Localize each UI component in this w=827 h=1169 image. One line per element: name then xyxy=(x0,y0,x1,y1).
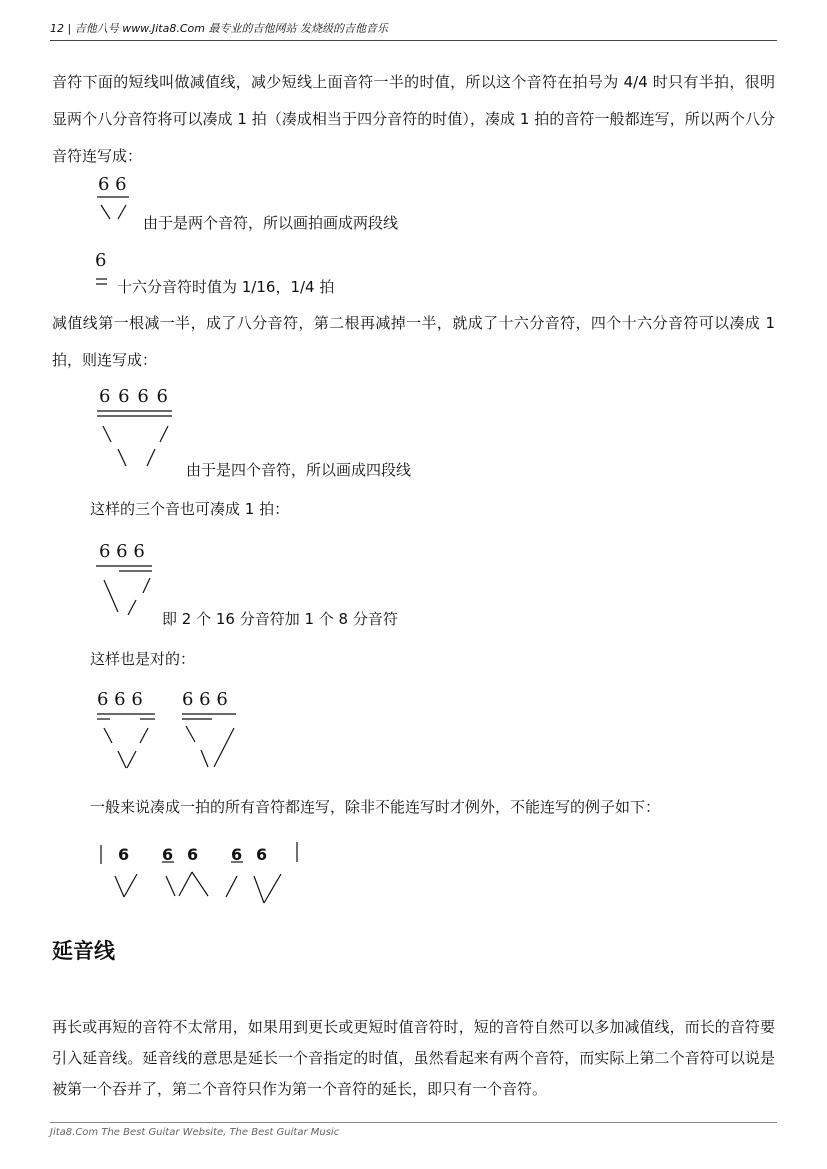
page-header: 12 | 吉他八号 www.Jita8.Com 最专业的吉他网站 发烧级的吉他音乐 xyxy=(50,22,388,35)
ex6-beat-stroke-2 xyxy=(166,876,175,896)
example3-notes: 6 6 6 6 xyxy=(99,386,169,407)
ex5a-beat-stroke-4 xyxy=(127,751,136,768)
example6-note-4: 6 xyxy=(231,845,243,864)
ex6-beat-stroke-4 xyxy=(226,876,237,897)
ex6-beat-stroke-5a xyxy=(254,876,264,903)
ex4-beat-stroke-3 xyxy=(128,600,136,615)
example1-caption: 由于是两个音符，所以画拍画成两段线 xyxy=(143,214,399,232)
example6-note-1: 6 xyxy=(118,845,130,864)
example4-intro: 这样的三个音也可凑成 1 拍： xyxy=(90,500,290,518)
ex1-beat-stroke-right xyxy=(118,205,126,219)
example1-notes: 6 6 xyxy=(98,174,127,195)
ex3-beat-stroke-2 xyxy=(160,426,168,442)
ex5a-beat-stroke-3 xyxy=(118,751,126,768)
ex6-beat-stroke-3b xyxy=(192,872,208,896)
ex3-beat-stroke-1 xyxy=(103,426,111,442)
example6-note-5: 6 xyxy=(256,845,268,864)
example2-caption: 十六分音符时值为 1/16，1/4 拍 xyxy=(117,278,335,296)
page-footer: Jita8.Com The Best Guitar Website, The Best Guitar Music xyxy=(50,1127,340,1138)
ex4-beat-stroke-1 xyxy=(104,580,118,612)
paragraph-tie: 再长或再短的音符不太常用，如果用到更长或更短时值音符时，短的音符自然可以多加减值线，而长的音符要引入延音线。延音线的意思是延长一个音指定的时值，虽然看起来有两个音符，而实际上第二个音符可以说是被第一个吞并了，第二个音符只作为第一个音符的延长，即只有一个音符。 xyxy=(52,1018,775,1098)
example6-note-2: 6 xyxy=(162,845,174,864)
ex6-beat-stroke-1a xyxy=(115,876,124,897)
ex5a-beat-stroke-1 xyxy=(104,728,112,743)
ex4-beat-stroke-2 xyxy=(143,578,150,593)
ex6-beat-stroke-3a xyxy=(179,872,192,896)
ex1-beat-stroke-left xyxy=(101,205,110,219)
example5-intro: 这样也是对的： xyxy=(90,650,196,668)
example2-note: 6 xyxy=(95,250,107,271)
ex6-beat-stroke-1b xyxy=(124,874,137,897)
ex5a-beat-stroke-2 xyxy=(140,728,148,743)
paragraph-reduction-line: 音符下面的短线叫做减值线，减少短线上面音符一半的时值，所以这个音符在拍号为 4/4 时只有半拍，很明显两个八分音符将可以凑成 1 拍（凑成相当于四分音符的时值），凑成 1 拍的音符一般都连写，所以两个八分音符连写成： xyxy=(52,73,775,165)
ex5b-beat-stroke-2 xyxy=(201,750,208,767)
ex5b-beat-stroke-3 xyxy=(214,728,234,767)
paragraph-sixteenth: 减值线第一根减一半，成了八分音符，第二根再减掉一半，就成了十六分音符，四个十六分音符可以凑成 1 拍，则连写成： xyxy=(52,314,775,369)
example5-notes-b: 6 6 6 xyxy=(182,689,228,710)
example5-notes-a: 6 6 6 xyxy=(97,689,143,710)
example6-intro: 一般来说凑成一拍的所有音符都连写，除非不能连写时才例外，不能连写的例子如下： xyxy=(90,798,661,816)
example4-notes: 6 6 6 xyxy=(99,541,145,562)
ex3-beat-stroke-4 xyxy=(147,449,155,466)
ex5b-beat-stroke-1 xyxy=(186,726,195,742)
section-title: 延音线 xyxy=(52,939,115,963)
example4-caption: 即 2 个 16 分音符加 1 个 8 分音符 xyxy=(162,610,398,628)
ex6-beat-stroke-5b xyxy=(264,874,281,903)
example6-note-3: 6 xyxy=(187,845,199,864)
ex3-beat-stroke-3 xyxy=(118,449,126,466)
example3-caption: 由于是四个音符，所以画成四段线 xyxy=(186,461,412,479)
